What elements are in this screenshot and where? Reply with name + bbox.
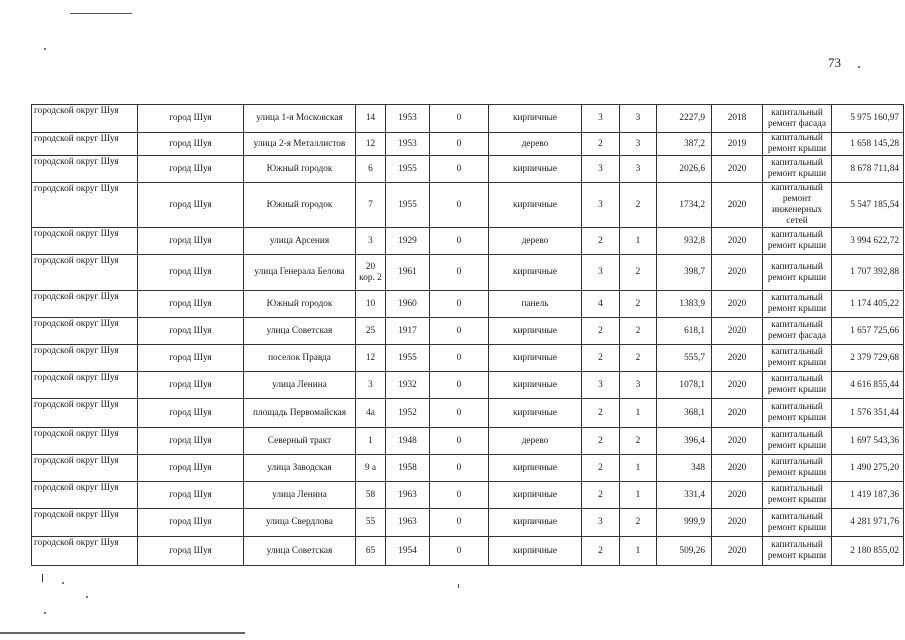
- street-cell: площадь Первомайская: [244, 399, 356, 428]
- street-cell: улица Заводская: [244, 455, 356, 482]
- house-number-cell: 6: [356, 156, 386, 183]
- settlement-cell: город Шуя: [138, 399, 244, 428]
- build-year-cell: 1960: [386, 291, 430, 318]
- floors-cell: 3: [582, 105, 620, 133]
- municipality-cell: городской округ Шуя: [32, 509, 138, 537]
- house-number-cell: 3: [356, 228, 386, 255]
- municipality-cell: городской округ Шуя: [32, 399, 138, 428]
- rebuild-year-cell: 0: [430, 228, 489, 255]
- amount-cell: 1 419 187,36: [832, 482, 904, 509]
- plan-year-cell: 2020: [712, 291, 763, 318]
- settlement-cell: город Шуя: [138, 509, 244, 537]
- amount-cell: 4 281 971,76: [832, 509, 904, 537]
- plan-year-cell: 2020: [712, 482, 763, 509]
- table-row: [32, 345, 904, 372]
- wall-material-cell: кирпичные: [489, 399, 582, 428]
- table-row: [32, 399, 904, 428]
- street-cell: Южный городок: [244, 291, 356, 318]
- table-row: [32, 105, 904, 133]
- work-type-cell: капитальный ремонт крыши: [763, 372, 832, 399]
- plan-year-cell: 2020: [712, 255, 763, 291]
- floors-cell: 2: [582, 399, 620, 428]
- entrances-cell: 3: [620, 105, 657, 133]
- rebuild-year-cell: 0: [430, 537, 489, 566]
- rebuild-year-cell: 0: [430, 255, 489, 291]
- floors-cell: 4: [582, 291, 620, 318]
- build-year-cell: 1961: [386, 255, 430, 291]
- plan-year-cell: 2020: [712, 228, 763, 255]
- municipality-cell: городской округ Шуя: [32, 228, 138, 255]
- house-number-cell: 65: [356, 537, 386, 566]
- wall-material-cell: кирпичные: [489, 105, 582, 133]
- amount-cell: 5 975 160,97: [832, 105, 904, 133]
- floors-cell: 3: [582, 255, 620, 291]
- work-type-cell: капитальный ремонт крыши: [763, 455, 832, 482]
- area-cell: 509,26: [657, 537, 712, 566]
- entrances-cell: 2: [620, 345, 657, 372]
- entrances-cell: 1: [620, 482, 657, 509]
- street-cell: улица Ленина: [244, 482, 356, 509]
- wall-material-cell: кирпичные: [489, 482, 582, 509]
- rebuild-year-cell: 0: [430, 345, 489, 372]
- table-row: [32, 228, 904, 255]
- amount-cell: 1 697 543,36: [832, 428, 904, 455]
- plan-year-cell: 2020: [712, 345, 763, 372]
- scan-speck: [62, 582, 64, 584]
- house-number-cell: 25: [356, 318, 386, 345]
- table-row: [32, 255, 904, 291]
- entrances-cell: 1: [620, 228, 657, 255]
- settlement-cell: город Шуя: [138, 537, 244, 566]
- rebuild-year-cell: 0: [430, 455, 489, 482]
- build-year-cell: 1917: [386, 318, 430, 345]
- work-type-cell: капитальный ремонт крыши: [763, 228, 832, 255]
- amount-cell: 3 994 622,72: [832, 228, 904, 255]
- settlement-cell: город Шуя: [138, 372, 244, 399]
- build-year-cell: 1955: [386, 156, 430, 183]
- top-rule: [70, 13, 132, 14]
- area-cell: 1383,9: [657, 291, 712, 318]
- table-row: [32, 133, 904, 156]
- work-type-cell: капитальный ремонт крыши: [763, 345, 832, 372]
- settlement-cell: город Шуя: [138, 455, 244, 482]
- table-row: [32, 482, 904, 509]
- work-type-cell: капитальный ремонт крыши: [763, 255, 832, 291]
- wall-material-cell: кирпичные: [489, 509, 582, 537]
- rebuild-year-cell: 0: [430, 318, 489, 345]
- build-year-cell: 1955: [386, 345, 430, 372]
- municipality-cell: городской округ Шуя: [32, 255, 138, 291]
- floors-cell: 2: [582, 428, 620, 455]
- house-number-cell: 58: [356, 482, 386, 509]
- amount-cell: 1 490 275,20: [832, 455, 904, 482]
- table-row: [32, 372, 904, 399]
- area-cell: 555,7: [657, 345, 712, 372]
- settlement-cell: город Шуя: [138, 345, 244, 372]
- house-number-cell: 14: [356, 105, 386, 133]
- area-cell: 2227,9: [657, 105, 712, 133]
- house-number-cell: 4а: [356, 399, 386, 428]
- floors-cell: 3: [582, 183, 620, 228]
- work-type-cell: капитальный ремонт крыши: [763, 399, 832, 428]
- wall-material-cell: дерево: [489, 228, 582, 255]
- municipality-cell: городской округ Шуя: [32, 455, 138, 482]
- house-number-cell: 12: [356, 345, 386, 372]
- house-number-cell: 12: [356, 133, 386, 156]
- plan-year-cell: 2020: [712, 156, 763, 183]
- house-number-cell: 55: [356, 509, 386, 537]
- floors-cell: 2: [582, 228, 620, 255]
- house-number-cell: 9 а: [356, 455, 386, 482]
- amount-cell: 5 547 185,54: [832, 183, 904, 228]
- scan-speck: [458, 584, 459, 588]
- rebuild-year-cell: 0: [430, 399, 489, 428]
- entrances-cell: 1: [620, 399, 657, 428]
- amount-cell: 2 379 729,68: [832, 345, 904, 372]
- wall-material-cell: кирпичные: [489, 455, 582, 482]
- street-cell: Северный тракт: [244, 428, 356, 455]
- area-cell: 1078,1: [657, 372, 712, 399]
- rebuild-year-cell: 0: [430, 105, 489, 133]
- settlement-cell: город Шуя: [138, 291, 244, 318]
- area-cell: 618,1: [657, 318, 712, 345]
- rebuild-year-cell: 0: [430, 372, 489, 399]
- build-year-cell: 1954: [386, 537, 430, 566]
- amount-cell: 1 707 392,88: [832, 255, 904, 291]
- scan-mark: [42, 574, 43, 582]
- table-row: [32, 183, 904, 228]
- house-number-cell: 10: [356, 291, 386, 318]
- wall-material-cell: кирпичные: [489, 537, 582, 566]
- work-type-cell: капитальный ремонт фасада: [763, 318, 832, 345]
- floors-cell: 2: [582, 537, 620, 566]
- entrances-cell: 3: [620, 133, 657, 156]
- rebuild-year-cell: 0: [430, 183, 489, 228]
- plan-year-cell: 2018: [712, 105, 763, 133]
- floors-cell: 2: [582, 318, 620, 345]
- street-cell: улица Арсения: [244, 228, 356, 255]
- bottom-rule: [0, 632, 245, 634]
- plan-year-cell: 2020: [712, 183, 763, 228]
- municipality-cell: городской округ Шуя: [32, 183, 138, 228]
- street-cell: улица 2-я Металлистов: [244, 133, 356, 156]
- work-type-cell: капитальный ремонт крыши: [763, 482, 832, 509]
- floors-cell: 2: [582, 455, 620, 482]
- plan-year-cell: 2020: [712, 428, 763, 455]
- settlement-cell: город Шуя: [138, 183, 244, 228]
- rebuild-year-cell: 0: [430, 156, 489, 183]
- wall-material-cell: дерево: [489, 133, 582, 156]
- street-cell: улица Свердлова: [244, 509, 356, 537]
- area-cell: 999,9: [657, 509, 712, 537]
- table-row: [32, 291, 904, 318]
- amount-cell: 8 678 711,84: [832, 156, 904, 183]
- table-row: [32, 537, 904, 566]
- municipality-cell: городской округ Шуя: [32, 291, 138, 318]
- wall-material-cell: кирпичные: [489, 183, 582, 228]
- table-row: [32, 318, 904, 345]
- plan-year-cell: 2020: [712, 455, 763, 482]
- plan-year-cell: 2020: [712, 537, 763, 566]
- work-type-cell: капитальный ремонт крыши: [763, 537, 832, 566]
- area-cell: 398,7: [657, 255, 712, 291]
- entrances-cell: 2: [620, 509, 657, 537]
- floors-cell: 3: [582, 509, 620, 537]
- table-row: [32, 455, 904, 482]
- entrances-cell: 2: [620, 428, 657, 455]
- wall-material-cell: кирпичные: [489, 156, 582, 183]
- amount-cell: 1 658 145,28: [832, 133, 904, 156]
- plan-year-cell: 2020: [712, 509, 763, 537]
- table-row: [32, 156, 904, 183]
- plan-year-cell: 2020: [712, 318, 763, 345]
- municipality-cell: городской округ Шуя: [32, 156, 138, 183]
- street-cell: улица Советская: [244, 537, 356, 566]
- scan-speck: [86, 596, 88, 598]
- entrances-cell: 1: [620, 455, 657, 482]
- build-year-cell: 1963: [386, 509, 430, 537]
- build-year-cell: 1953: [386, 133, 430, 156]
- settlement-cell: город Шуя: [138, 133, 244, 156]
- street-cell: поселок Правда: [244, 345, 356, 372]
- entrances-cell: 3: [620, 156, 657, 183]
- plan-year-cell: 2020: [712, 399, 763, 428]
- build-year-cell: 1953: [386, 105, 430, 133]
- settlement-cell: город Шуя: [138, 228, 244, 255]
- floors-cell: 2: [582, 345, 620, 372]
- municipality-cell: городской округ Шуя: [32, 372, 138, 399]
- rebuild-year-cell: 0: [430, 133, 489, 156]
- work-type-cell: капитальный ремонт крыши: [763, 156, 832, 183]
- rebuild-year-cell: 0: [430, 291, 489, 318]
- floors-cell: 2: [582, 133, 620, 156]
- entrances-cell: 2: [620, 291, 657, 318]
- plan-year-cell: 2019: [712, 133, 763, 156]
- settlement-cell: город Шуя: [138, 428, 244, 455]
- entrances-cell: 2: [620, 183, 657, 228]
- municipality-cell: городской округ Шуя: [32, 105, 138, 133]
- housing-repair-table: [31, 104, 904, 566]
- house-number-cell: 7: [356, 183, 386, 228]
- area-cell: 348: [657, 455, 712, 482]
- table-row: [32, 428, 904, 455]
- work-type-cell: капитальный ремонт крыши: [763, 291, 832, 318]
- entrances-cell: 3: [620, 372, 657, 399]
- rebuild-year-cell: 0: [430, 509, 489, 537]
- work-type-cell: капитальный ремонт крыши: [763, 428, 832, 455]
- street-cell: улица Советская: [244, 318, 356, 345]
- build-year-cell: 1963: [386, 482, 430, 509]
- municipality-cell: городской округ Шуя: [32, 133, 138, 156]
- settlement-cell: город Шуя: [138, 482, 244, 509]
- floors-cell: 2: [582, 482, 620, 509]
- floors-cell: 3: [582, 156, 620, 183]
- build-year-cell: 1952: [386, 399, 430, 428]
- entrances-cell: 2: [620, 255, 657, 291]
- wall-material-cell: кирпичные: [489, 345, 582, 372]
- table-row: [32, 509, 904, 537]
- wall-material-cell: панель: [489, 291, 582, 318]
- municipality-cell: городской округ Шуя: [32, 318, 138, 345]
- area-cell: 1734,2: [657, 183, 712, 228]
- amount-cell: 1 174 405,22: [832, 291, 904, 318]
- house-number-cell: 3: [356, 372, 386, 399]
- house-number-cell: 20 кор. 2: [356, 255, 386, 291]
- build-year-cell: 1932: [386, 372, 430, 399]
- settlement-cell: город Шуя: [138, 255, 244, 291]
- rebuild-year-cell: 0: [430, 428, 489, 455]
- scan-speck: [44, 612, 46, 614]
- area-cell: 396,4: [657, 428, 712, 455]
- area-cell: 2026,6: [657, 156, 712, 183]
- municipality-cell: городской округ Шуя: [32, 537, 138, 566]
- municipality-cell: городской округ Шуя: [32, 345, 138, 372]
- street-cell: Южный городок: [244, 183, 356, 228]
- table-body: [32, 105, 904, 566]
- build-year-cell: 1929: [386, 228, 430, 255]
- plan-year-cell: 2020: [712, 372, 763, 399]
- amount-cell: 1 576 351,44: [832, 399, 904, 428]
- area-cell: 387,2: [657, 133, 712, 156]
- wall-material-cell: кирпичные: [489, 318, 582, 345]
- scan-speck: [44, 48, 46, 50]
- settlement-cell: город Шуя: [138, 318, 244, 345]
- settlement-cell: город Шуя: [138, 105, 244, 133]
- work-type-cell: капитальный ремонт крыши: [763, 133, 832, 156]
- street-cell: улица 1-я Московская: [244, 105, 356, 133]
- wall-material-cell: кирпичные: [489, 372, 582, 399]
- wall-material-cell: дерево: [489, 428, 582, 455]
- house-number-cell: 1: [356, 428, 386, 455]
- build-year-cell: 1948: [386, 428, 430, 455]
- area-cell: 331,4: [657, 482, 712, 509]
- settlement-cell: город Шуя: [138, 156, 244, 183]
- amount-cell: 1 657 725,66: [832, 318, 904, 345]
- build-year-cell: 1958: [386, 455, 430, 482]
- street-cell: Южный городок: [244, 156, 356, 183]
- build-year-cell: 1955: [386, 183, 430, 228]
- amount-cell: 4 616 855,44: [832, 372, 904, 399]
- work-type-cell: капитальный ремонт инженерных сетей: [763, 183, 832, 228]
- entrances-cell: 2: [620, 318, 657, 345]
- street-cell: улица Генерала Белова: [244, 255, 356, 291]
- street-cell: улица Ленина: [244, 372, 356, 399]
- municipality-cell: городской округ Шуя: [32, 428, 138, 455]
- floors-cell: 3: [582, 372, 620, 399]
- amount-cell: 2 180 855,02: [832, 537, 904, 566]
- entrances-cell: 1: [620, 537, 657, 566]
- rebuild-year-cell: 0: [430, 482, 489, 509]
- work-type-cell: капитальный ремонт крыши: [763, 509, 832, 537]
- work-type-cell: капитальный ремонт фасада: [763, 105, 832, 133]
- wall-material-cell: кирпичные: [489, 255, 582, 291]
- scan-speck: [858, 66, 860, 68]
- area-cell: 932,8: [657, 228, 712, 255]
- area-cell: 368,1: [657, 399, 712, 428]
- municipality-cell: городской округ Шуя: [32, 482, 138, 509]
- page-number: 73: [828, 55, 841, 70]
